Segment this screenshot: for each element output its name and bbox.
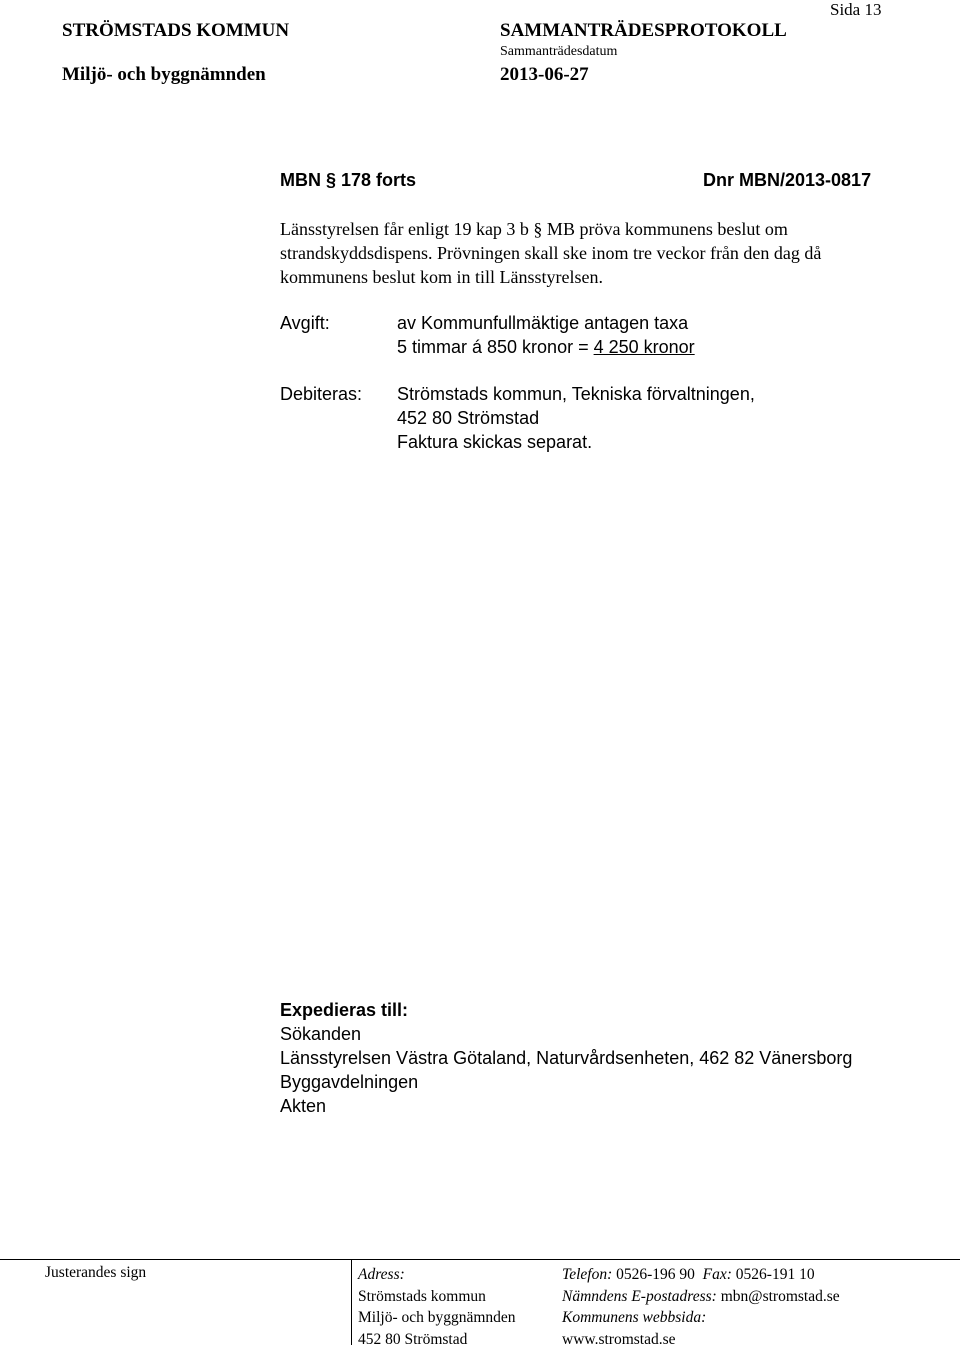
fee-calculation: 5 timmar á 850 kronor = <box>397 337 594 357</box>
dispatch-title: Expedieras till: <box>280 998 852 1022</box>
dispatch-section <box>280 998 852 1118</box>
fee-total: 4 250 kronor <box>594 337 695 357</box>
dispatch-recipient: Sökanden <box>280 1022 852 1046</box>
footer-contact <box>562 1264 840 1350</box>
paragraph-line: Länsstyrelsen får enligt 19 kap 3 b § MB pröva kommunens beslut om <box>280 217 821 241</box>
date-label: Sammanträdesdatum <box>500 44 617 60</box>
debit-line: Faktura skickas separat. <box>397 430 755 454</box>
meeting-date: 2013-06-27 <box>500 64 589 86</box>
phone-number: 0526-196 90 <box>616 1266 695 1283</box>
website-link[interactable]: www.stromstad.se <box>562 1329 840 1350</box>
footer-column-divider <box>351 1259 352 1345</box>
fee-details <box>397 311 695 359</box>
debit-line: Strömstads kommun, Tekniska förvaltningen, <box>397 382 755 406</box>
committee-name: Miljö- och byggnämnden <box>62 64 266 86</box>
signature-label: Justerandes sign <box>45 1262 146 1284</box>
fee-label: Avgift: <box>280 313 330 334</box>
web-label: Kommunens webbsida: <box>562 1307 840 1329</box>
address-line: 452 80 Strömstad <box>358 1329 516 1350</box>
email-label: Nämndens E-postadress: <box>562 1288 717 1305</box>
email-line <box>562 1286 840 1308</box>
appeal-paragraph <box>280 217 821 289</box>
footer-address <box>358 1264 516 1350</box>
phone-label: Telefon: <box>562 1266 612 1283</box>
case-dnr: Dnr MBN/2013-0817 <box>703 170 871 191</box>
debit-line: 452 80 Strömstad <box>397 406 755 430</box>
debit-label: Debiteras: <box>280 384 362 405</box>
fax-label: Fax: <box>703 1266 732 1283</box>
paragraph-line: strandskyddsdispens. Prövningen skall ske inom tre veckor från den dag då <box>280 241 821 265</box>
address-line: Strömstads kommun <box>358 1286 516 1308</box>
footer-divider <box>0 1259 960 1260</box>
org-name: STRÖMSTADS KOMMUN <box>62 20 289 42</box>
document-type: SAMMANTRÄDESPROTOKOLL <box>500 20 787 42</box>
address-label: Adress: <box>358 1264 516 1286</box>
address-line: Miljö- och byggnämnden <box>358 1307 516 1329</box>
email-address[interactable]: mbn@stromstad.se <box>721 1288 840 1305</box>
phone-fax-line <box>562 1264 840 1286</box>
page-number: Sida 13 <box>830 0 881 20</box>
fee-line: av Kommunfullmäktige antagen taxa <box>397 311 695 335</box>
dispatch-recipient: Akten <box>280 1094 852 1118</box>
debit-details <box>397 382 755 454</box>
case-reference: MBN § 178 forts <box>280 170 416 191</box>
paragraph-line: kommunens beslut kom in till Länsstyrelsen. <box>280 265 821 289</box>
fee-line <box>397 335 695 359</box>
dispatch-recipient: Byggavdelningen <box>280 1070 852 1094</box>
fax-number: 0526-191 10 <box>736 1266 815 1283</box>
dispatch-recipient: Länsstyrelsen Västra Götaland, Naturvårdsenheten, 462 82 Vänersborg <box>280 1046 852 1070</box>
